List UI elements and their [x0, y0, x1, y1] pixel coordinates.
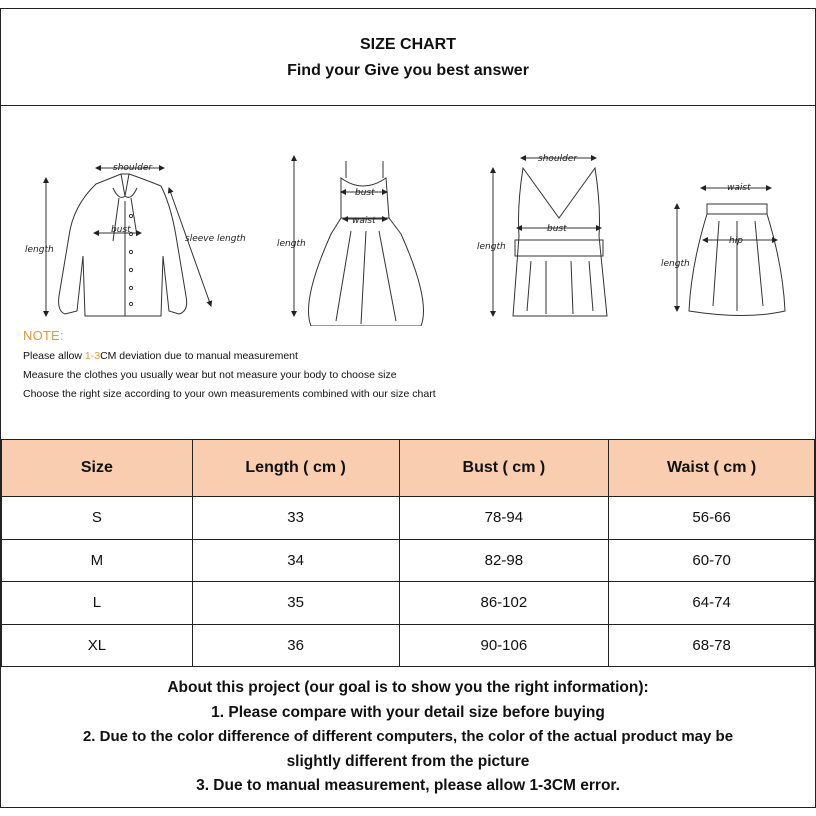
note-line-1-pre: Please allow	[23, 350, 85, 362]
shirt-bust-label: bust	[111, 225, 131, 235]
cell-bust: 82-98	[399, 539, 609, 582]
note-line-2: Measure the clothes you usually wear but not measure your body to choose size	[23, 369, 397, 381]
footer-line-3: 2. Due to the color difference of different computers, the color of the actual product may be	[82, 728, 734, 745]
footer-line-5: 3. Due to manual measurement, please allow 1-3CM error.	[196, 777, 620, 794]
cell-waist: 56-66	[609, 497, 815, 540]
column-header-size: Size	[2, 440, 193, 497]
dress-bust-label: bust	[355, 188, 375, 198]
footer-line-2: 1. Please compare with your detail size before buying	[211, 703, 605, 721]
table-row	[2, 539, 815, 582]
shirt-length-label: length	[25, 245, 54, 255]
note-section	[23, 328, 436, 400]
cell-size: XL	[2, 624, 193, 667]
cell-size: S	[2, 497, 193, 540]
cell-length: 35	[192, 582, 399, 625]
note-line-1-highlight: 1-3	[84, 350, 101, 362]
footer-line-1: About this project (our goal is to show you the right information):	[167, 679, 649, 696]
tank-bust-label: bust	[547, 224, 567, 234]
page-subtitle: Find your Give you best answer	[287, 62, 529, 79]
skirt-waist-label: waist	[727, 183, 751, 193]
tank-diagram	[493, 158, 607, 316]
cell-size: L	[2, 582, 193, 625]
cell-waist: 68-78	[609, 624, 815, 667]
cell-waist: 60-70	[609, 539, 815, 582]
dress-diagram	[294, 156, 424, 326]
cell-bust: 90-106	[399, 624, 609, 667]
table-row	[2, 497, 815, 540]
dress-length-label: length	[277, 239, 306, 249]
note-title: NOTE:	[23, 328, 64, 343]
cell-size: M	[2, 539, 193, 582]
cell-bust: 86-102	[399, 582, 609, 625]
cell-length: 36	[192, 624, 399, 667]
header	[1, 9, 815, 106]
note-line-3: Choose the right size according to your own measurements combined with our size chart	[23, 388, 436, 400]
skirt-hip-label: hip	[729, 236, 743, 246]
table-row	[2, 582, 815, 625]
size-table	[1, 439, 815, 667]
footer-notes	[1, 665, 815, 799]
column-header-length: Length ( cm )	[192, 440, 399, 497]
footer-line-4: slightly different from the picture	[286, 752, 530, 770]
cell-waist: 64-74	[609, 582, 815, 625]
measurement-illustration	[1, 106, 815, 439]
tank-length-label: length	[477, 242, 506, 252]
skirt-length-label: length	[661, 259, 690, 269]
note-line-1	[23, 350, 436, 362]
size-chart-frame	[0, 8, 816, 808]
dress-waist-label: waist	[352, 216, 376, 226]
table-header-row	[2, 440, 815, 497]
skirt-diagram	[677, 188, 785, 316]
column-header-bust: Bust ( cm )	[399, 440, 609, 497]
page-title: SIZE CHART	[360, 36, 456, 53]
cell-bust: 78-94	[399, 497, 609, 540]
column-header-waist: Waist ( cm )	[609, 440, 815, 497]
tank-shoulder-label: shoulder	[538, 154, 578, 164]
shirt-sleeve-label: sleeve length	[185, 234, 246, 244]
shirt-shoulder-label: shoulder	[113, 163, 153, 173]
garment-diagrams	[1, 106, 815, 326]
cell-length: 33	[192, 497, 399, 540]
table-row	[2, 624, 815, 667]
note-line-1-post: CM deviation due to manual measurement	[100, 350, 298, 362]
cell-length: 34	[192, 539, 399, 582]
